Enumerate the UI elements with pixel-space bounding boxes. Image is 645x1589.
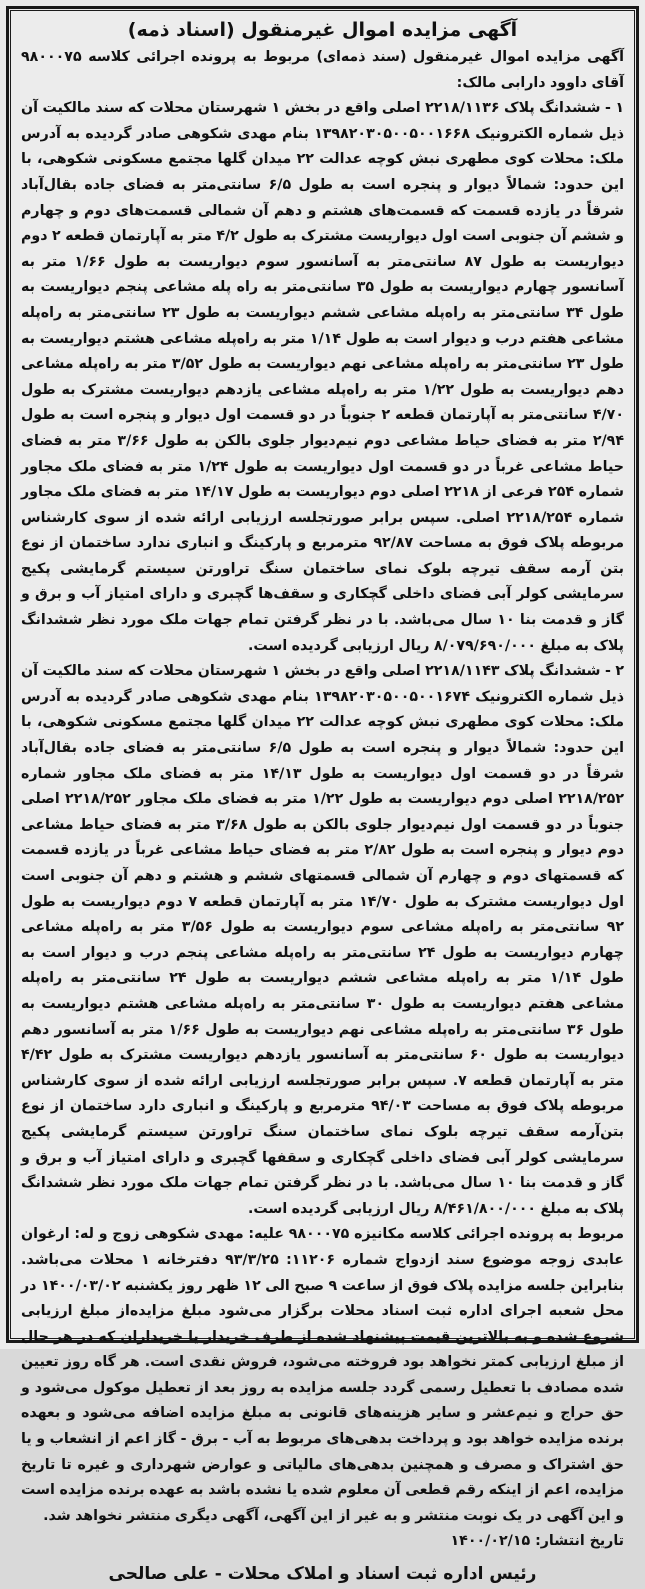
property-1-paragraph: ۱ - ششدانگ پلاک ۲۲۱۸/۱۱۳۶ اصلی واقع در بخش ۱ شهرستان محلات که سند مالکیت آن ذیل شماره الکترونیک ۱۳۹۸۲۰۳۰۵۰۰۵۰۰۱۶۶۸ بنام مهدی شکوهی صادر گردیده به آدرس ملک: محلات کوی مطهری نبش کوچه عدالت ۲۲ میدان گلها مجتمع مسکونی شکوهی، با این حدود: شمالاً دیوار و پنجره است به طول ۶/۵ سانتی‌متر به فضای جاده بقال‌آباد شرقاً در یازده قسمت که قسمت‌های هشتم و دهم آن شمالی قسمت‌های دوم و چهارم و ششم آن جنوبی است اول دیواریست مشترک به طول ۴/۲ متر به آپارتمان قطعه ۲ دوم دیواریست به طول ۸۷ سانتی‌متر به آسانسور سوم دیواریست به طول ۱/۶۶ متر به آسانسور چهارم دیواریست به طول ۳۵ سانتی‌متر به راه پله مشاعی پنجم دیواریست به طول ۳۴ سانتی‌متر به راه‌پله مشاعی ششم دیواریست به طول ۲۳ سانتی‌متر به راه‌پله مشاعی هفتم درب و دیوار است به طول ۱/۱۴ متر به راه‌پله مشاعی هشتم دیواریست به طول ۲۳ سانتی‌متر به راه‌پله مشاعی نهم دیواریست به طول ۳/۵۲ متر به راه‌پله مشاعی دهم دیواریست به طول ۱/۲۲ متر به راه‌پله مشاعی یازدهم دیواریست مشترک به طول ۴/۷۰ سانتی‌متر به آپارتمان قطعه ۲ جنوباً در دو قسمت اول دیوار و پنجره است به طول ۲/۹۴ متر به فضای حیاط مشاعی دوم نیم‌دیوار جلوی بالکن به طول ۳/۶۶ متر به فضای حیاط مشاعی غرباً در دو قسمت اول دیواریست به طول ۱/۲۴ متر به فضای ملک مجاور شماره ۲۵۴ فرعی از ۲۲۱۸ اصلی دوم دیواریست به طول ۱۴/۱۷ متر به فضای ملک مجاور شماره ۲۲۱۸/۲۵۴ اصلی. سپس برابر صورتجلسه ارزیابی ارائه شده از سوی کارشناس مربوطه پلاک فوق به مساحت ۹۲/۸۷ مترمربع و پارکینگ و انباری ندارد ساختمان از نوع بتن آرمه سقف تیرچه بلوک نمای ساختمان سنگ تراورتن سیستم گرمایشی پکیج سرمایشی کولر آبی فضای داخلی گچکاری و سقف‌ها گچبری و دارای امتیاز آب و برق و گاز و قدمت بنا ۱۰ سال می‌باشد. با در نظر گرفتن تمام جهات ملک مورد نظر ششدانگ پلاک به مبلغ ۸/۰۷۹/۶۹۰/۰۰۰ ریال ارزیابی گردیده است.	[21, 100, 625, 654]
publish-date: تاریخ انتشار: ۱۴۰۰/۰۲/۱۵	[450, 1533, 624, 1550]
notice-title: آگهی مزایده اموال غیرمنقول (اسناد ذمه)	[127, 19, 518, 41]
property-2-paragraph: ۲ - ششدانگ پلاک ۲۲۱۸/۱۱۴۳ اصلی واقع در بخش ۱ شهرستان محلات که سند مالکیت آن ذیل شماره الکترونیک ۱۳۹۸۲۰۳۰۵۰۰۵۰۰۱۶۷۴ بنام مهدی شکوهی صادر گردیده به آدرس ملک: محلات کوی مطهری نبش کوچه عدالت ۲۲ میدان گلها مجتمع مسکونی شکوهی، با این حدود: شمالاً دیوار و پنجره است به طول ۶/۵ سانتی‌متر به فضای جاده بقال‌آباد شرقاً در دو قسمت اول دیواریست به طول ۱۴/۱۳ متر به فضای ملک مجاور شماره ۲۲۱۸/۲۵۲ اصلی دوم دیواریست به طول ۱/۲۲ متر به فضای ملک مجاور ۲۲۱۸/۲۵۲ اصلی جنوباً در دو قسمت اول نیم‌دیوار جلوی بالکن به طول ۳/۶۸ متر به فضای حیاط مشاعی دوم دیوار و پنجره است به طول ۲/۸۲ متر به فضای حیاط مشاعی غرباً در یازده قسمت که قسمتهای دوم و چهارم آن شمالی قسمتهای ششم و هشتم و دهم آن جنوبی است اول دیواریست مشترک به طول ۱۴/۷۰ متر به آپارتمان قطعه ۷ دوم دیواریست به طول ۹۲ سانتی‌متر به راه‌پله مشاعی سوم دیواریست به طول ۳/۵۶ متر به راه‌پله مشاعی چهارم دیواریست به طول ۲۴ سانتی‌متر به راه‌پله مشاعی پنجم درب و دیوار است به طول ۱/۱۴ متر به راه‌پله مشاعی ششم دیواریست به طول ۲۴ سانتی‌متر به راه‌پله مشاعی هفتم دیواریست به طول ۳۰ سانتی‌متر به راه‌پله مشاعی هشتم دیواریست به طول ۳۶ سانتی‌متر به راه‌پله مشاعی نهم دیواریست به طول ۱/۶۶ متر به آسانسور دهم دیواریست به طول ۶۰ سانتی‌متر به آسانسور یازدهم دیواریست مشترک به طول ۴/۴۲ متر به آپارتمان قطعه ۷. سپس برابر صورتجلسه ارزیابی ارائه شده از سوی کارشناس مربوطه پلاک فوق به مساحت ۹۴/۰۳ مترمربع و پارکینگ و انباری دارد ساختمان از نوع بتن‌آرمه سقف تیرچه بلوک نمای ساختمان سنگ تراورتن سیستم گرمایشی پکیج سرمایشی کولر آبی فضای داخلی گچکاری و سقفها گچبری و دارای امتیاز آب و برق و گاز و قدمت بنا ۱۰ سال می‌باشد. با در نظر گرفتن تمام جهات ملک مورد نظر ششدانگ پلاک به مبلغ ۸/۴۶۱/۸۰۰/۰۰۰ ریال ارزیابی گردیده است.	[21, 663, 625, 1217]
notice-intro: آگهی مزایده اموال غیرمنقول (سند ذمه‌ای) مربوط به پرونده اجرائی کلاسه ۹۸۰۰۰۷۵ آقای داوود دارابی مالک:	[21, 49, 624, 91]
auction-terms-paragraph: مربوط به پرونده اجرائی کلاسه مکانیزه ۹۸۰۰۰۷۵ علیه: مهدی شکوهی زوج و له: ارغوان عابدی زوجه موضوع سند ازدواج شماره ۱۱۲۰۶: ۹۳/۳/۲۵ دفترخانه ۱ محلات می‌باشد. بنابراین جلسه مزایده پلاک فوق از ساعت ۹ صبح الی ۱۲ ظهر روز یکشنبه ۱۴۰۰/۰۳/۰۲ در محل شعبه اجرای اداره ثبت اسناد محلات برگزار می‌شود مبلغ مزایده‌از مبلغ ارزیابی شروع شده و به بالاترین قیمت پیشنهاد شده از طرف خریدار یا خریداران که در هر حال از مبلغ ارزیابی کمتر نخواهد بود فروخته می‌شود، فروش نقدی است. هر گاه روز تعیین شده مصادف با تعطیل رسمی گردد جلسه مزایده به روز بعد از تعطیل موکول می‌شود و حق حراج و نیم‌عشر و سایر هزینه‌های قانونی به مبلغ مزایده اضافه می‌شود و بعهده برنده مزایده خواهد بود و پرداخت بدهی‌های مربوط به آب - برق - گاز اعم از انشعاب و یا حق اشتراک و مصرف و همچنین بدهی‌های مالیاتی و عوارض شهرداری و غیره تا تاریخ مزایده، اعم از اینکه رقم قطعی آن معلوم شده یا نشده باشد به عهده برنده مزایده است و این آگهی در یک نوبت منتشر و به غیر از این آگهی، آگهی دیگری منتشر نخواهد شد.	[21, 1226, 625, 1524]
notice-body	[21, 45, 624, 1529]
signature-line: رئیس اداره ثبت اسناد و املاک محلات - علی صالحی	[108, 1564, 537, 1585]
notice-frame	[6, 6, 639, 1585]
